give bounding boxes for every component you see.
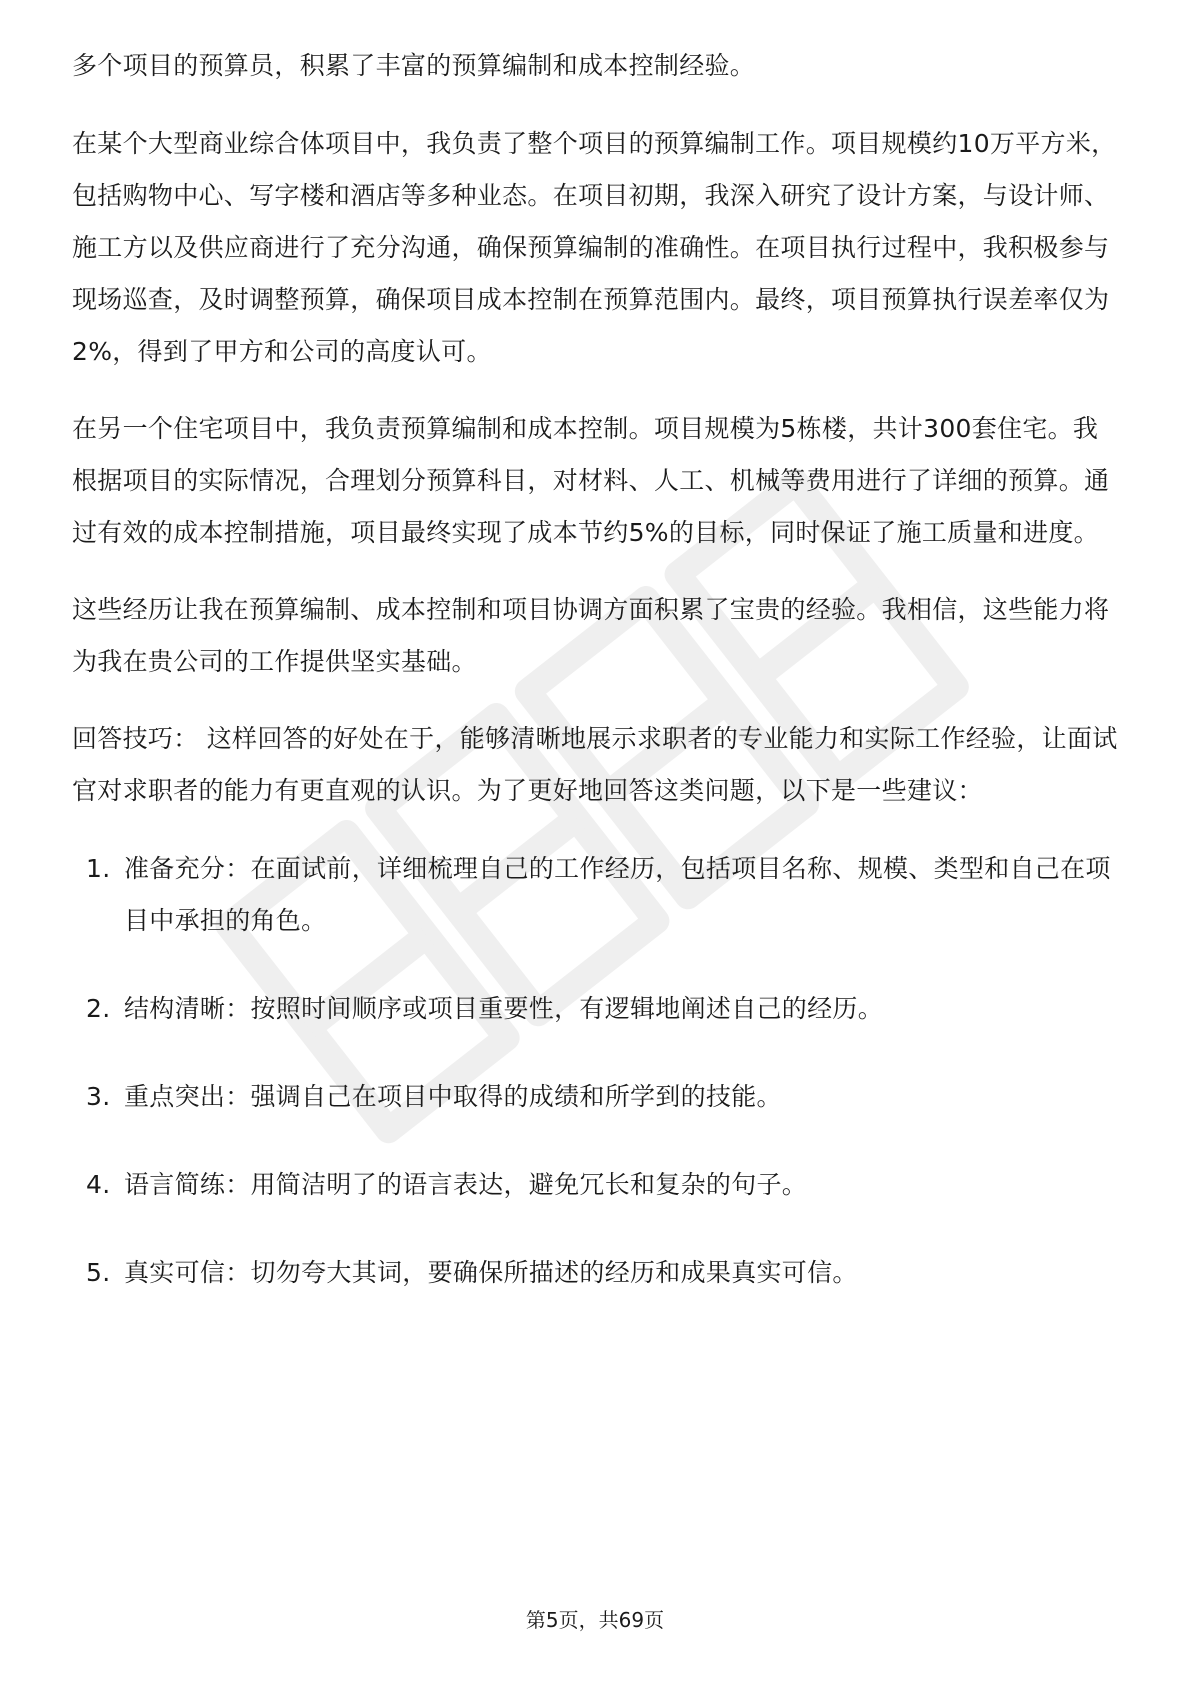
list-item-number: 3.: [86, 1082, 111, 1111]
list-item: [72, 1071, 1122, 1123]
document-body: [72, 40, 1122, 1335]
list-item: [72, 1247, 1122, 1299]
list-item: [72, 983, 1122, 1035]
list-item-text: 结构清晰：按照时间顺序或项目重要性，有逻辑地阐述自己的经历。: [124, 994, 884, 1023]
list-item-number: 2.: [86, 994, 111, 1023]
page-number: 第5页，共69页: [525, 1608, 665, 1632]
paragraph-commercial-project: 在某个大型商业综合体项目中，我负责了整个项目的预算编制工作。项目规模约10万平方米，包括购物中心、写字楼和酒店等多种业态。在项目初期，我深入研究了设计方案，与设计师、施工方以及供应商进行了充分沟通，确保预算编制的准确性。在项目执行过程中，我积极参与现场巡查，及时调整预算，确保项目成本控制在预算范围内。最终，项目预算执行误差率仅为2%，得到了甲方和公司的高度认可。: [72, 129, 1117, 366]
list-item-number: 4.: [86, 1170, 111, 1199]
list-item-text: 重点突出：强调自己在项目中取得的成绩和所学到的技能。: [124, 1082, 782, 1111]
list-item-number: 5.: [86, 1258, 111, 1287]
list-item: [72, 1159, 1122, 1211]
list-item-text: 语言简练：用简洁明了的语言表达，避免冗长和复杂的句子。: [124, 1170, 808, 1199]
paragraph-residential-project: 在另一个住宅项目中，我负责预算编制和成本控制。项目规模为5栋楼，共计300套住宅。我根据项目的实际情况，合理划分预算科目，对材料、人工、机械等费用进行了详细的预算。通过有效的成本控制措施，项目最终实现了成本节约5%的目标，同时保证了施工质量和进度。: [72, 414, 1110, 547]
list-item-text: 真实可信：切勿夸大其词，要确保所描述的经历和成果真实可信。: [124, 1258, 858, 1287]
paragraph-intro: 多个项目的预算员，积累了丰富的预算编制和成本控制经验。: [72, 51, 756, 80]
list-item-number: 1.: [86, 854, 111, 883]
paragraph-summary: 这些经历让我在预算编制、成本控制和项目协调方面积累了宝贵的经验。我相信，这些能力将为我在贵公司的工作提供坚实基础。: [72, 595, 1110, 676]
tips-list: [72, 843, 1122, 1299]
paragraph-answer-tips: 回答技巧： 这样回答的好处在于，能够清晰地展示求职者的专业能力和实际工作经验，让面试官对求职者的能力有更直观的认识。为了更好地回答这类问题，以下是一些建议：: [72, 724, 1118, 805]
list-item: [72, 843, 1122, 947]
list-item-text: 准备充分：在面试前，详细梳理自己的工作经历，包括项目名称、规模、类型和自己在项目中承担的角色。: [124, 854, 1111, 935]
